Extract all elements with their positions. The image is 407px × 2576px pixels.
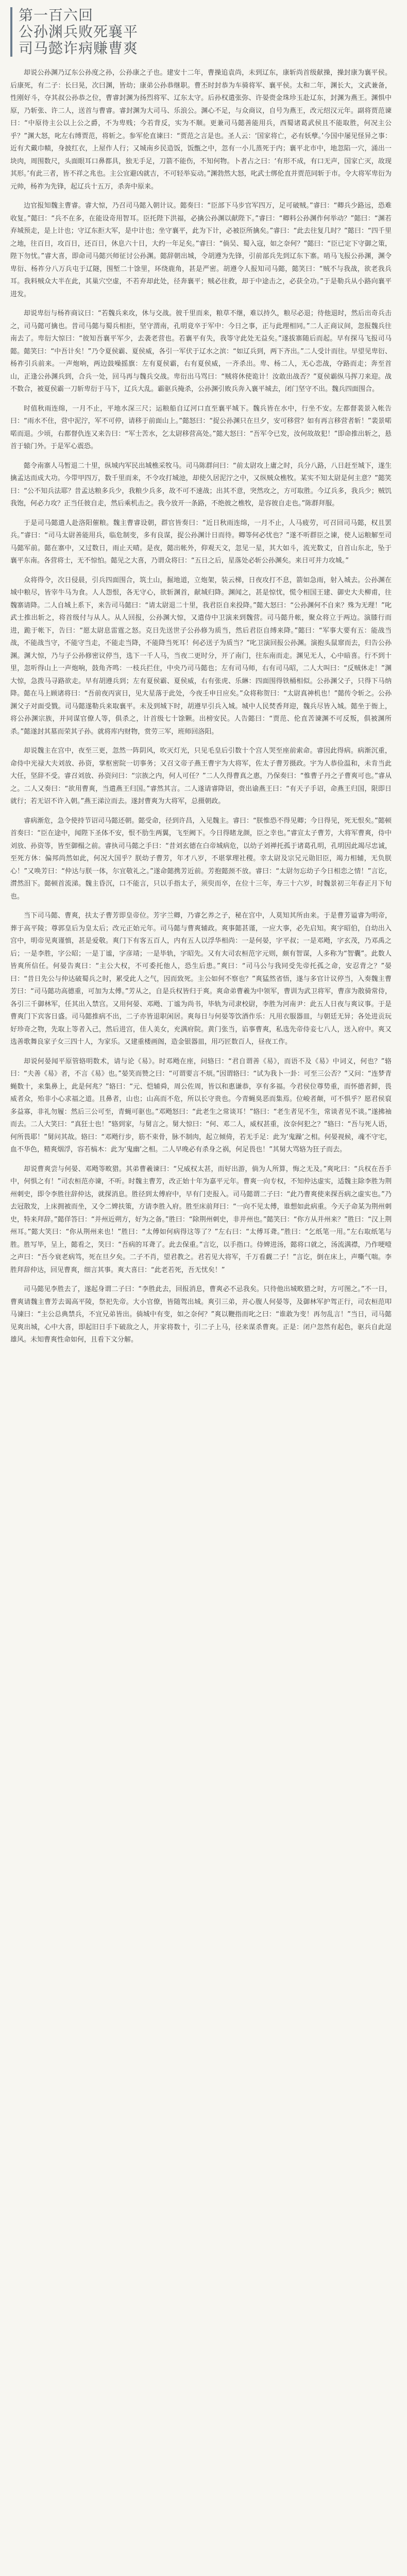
paragraph: 却说公孙渊乃辽东公孙度之孙，公孙康之子也。建安十二年，曹操追袁尚，未到辽东，康斩尚首级献操，操封康为襄平侯。后康死，有二子：长曰晃，次曰渊，皆幼；康弟公孙恭继职。曹丕时封恭为车骑将军、襄平侯。太和二年，渊长大，文武兼备，性刚好斗，夺其叔公孙恭之位，曹睿封渊为扬烈将军、辽东太守。后孙权遣张弥、许晏赍金珠珍玉赴辽东，封渊为燕王。渊惧中原，乃斩张、许二人，送首与曹睿。睿封渊为大司马、乐浪公。渊心不足，与众商议，自号为燕王，改元绍汉元年。副将贾范谏曰：“中原待主公以上公之爵，不为卑贱；今若背反，实为不顺。更兼司马懿善能用兵，西蜀诸葛武侯且不能取胜，何况主公乎？”渊大怒，叱左右缚贾范，将斩之。参军伦直谏曰：“贾范之言是也。圣人云：‘国家将亡，必有妖孽。’今国中屡见怪异之事：近有犬戴巾帻，身披红衣，上屋作人行；又城南乡民造饭，饭甑之中，忽有一小儿蒸死于内；襄平北市中，地忽陷一穴，涌出一块肉，周围数尺，头面眼耳口鼻都具，独无手足，刀箭不能伤，不知何物。卜者占之曰：‘有形不成，有口无声，国家亡灭，故现其形。’有此三者，皆不祥之兆也。主公宜避凶就吉，不可轻举妄动。”渊勃然大怒，叱武士绑伦直并贾范同斩于市。令大将军卑衍为元帅，杨祚为先锋，起辽兵十五万，杀奔中原来。 [10,69,392,191]
paragraph: 众将得令，次日侵晨，引兵四面围合，筑土山，掘地道，立炮架，装云梯，日夜攻打不息，箭如急雨，射入城去。公孙渊在城中粮尽，皆宰牛马为食。人人怨恨，各无守心，欲斩渊首，献城归降。渊闻之，甚是惊忧，慌令相国王建、御史大夫柳甫，往魏寨请降。二人自城上系下，来告司马懿曰：“请太尉退二十里，我君臣自来投降。”懿大怒曰：“公孙渊何不自来？殊为无理！”叱武士推出斩之，将首级付与从人。从人回报，公孙渊大惊，又遣侍中卫演来到魏营。司马懿升帐，聚众将立于两边。演膝行而进，跪于帐下，告曰：“愿太尉息雷霆之怒。克日先送世子公孙修为质当，然后君臣自缚来降。”懿曰：“军事大要有五：能战当战，不能战当守，不能守当走，不能走当降，不能降当死耳！何必送子为质当？”叱卫演回报公孙渊。演抱头鼠窜而去，归告公孙渊。渊大惊，乃与子公孙修密议停当，选下一千人马，当夜二更时分，开了南门，往东南而走。渊见无人，心中暗喜。行不到十里，忽听得山上一声炮响，鼓角齐鸣：一枝兵拦住，中央乃司马懿也；左有司马师，右有司马昭，二人大叫曰：“反贼休走！”渊大惊，急拨马寻路欲走。早有胡遵兵到；左有夏侯霸、夏侯威，右有张虎、乐綝：四面围得铁桶相似。公孙渊父子，只得下马纳降。懿在马上顾诸将曰：“吾前夜丙寅日，见大星落于此处，今夜壬申日应矣。”众将称贺曰：“太尉真神机也！”懿传令斩之。公孙渊父子对面受戮。司马懿遂勒兵来取襄平。未及到城下时，胡遵早引兵入城。城中人民焚香拜迎，魏兵尽皆入城。懿坐于衙上，将公孙渊宗族，并同谋官僚人等，俱杀之，计首级七十馀颗。出榜安民。人告懿曰：“贾范、伦直苦谏渊不可反叛，俱被渊所杀。”懿遂封其墓而荣其子孙。就将库内财物，赏劳三军，班师回洛阳。 [10,576,392,736]
paragraph: 懿令南寨人马暂退二十里，纵城内军民出城樵采牧马。司马陈群问曰：“前太尉攻上庸之时，兵分八路，八日赶至城下，遂生擒孟达而成大功。今带甲四万，数千里而来，不令攻打城池，却使久居泥泞之中，又纵贼众樵牧。某实不知太尉是何主意？”懿笑曰：“公不知兵法耶？昔孟达粮多兵少，我粮少兵多，故不可不速战；出其不意，突然攻之，方可取胜。今辽兵多，我兵少；贼饥我饱，何必力攻？正当任彼自走，然后乘机击之。我今放开一条路，不绝彼之樵牧，是容彼自走也。”陈群拜服。 [10,462,392,507]
chapter-title-line1: 公孙渊兵败死襄平 [19,23,139,40]
paragraph: 司马懿见李胜去了，遂起身谓二子曰：“李胜此去，回报消息，曹爽必不忌我矣。只待他出城畋猎之时，方可图之。”不一日，曹爽请魏主曹芳去谒高平陵，祭祀先帝。大小官僚，皆随驾出城。爽引三弟，并心腹人何晏等，及御林军护驾正行，司农桓范叩马谏曰：“主公总典禁兵，不宜兄弟皆出。倘城中有变，如之奈何？”爽以鞭指而叱之曰：“谁敢为变！再勿乱言！”当日，司马懿见爽出城，心中大喜，即起旧日手下破敌之人，并家将数十，引二子上马，径来谋杀曹爽。正是：闭户忽然有起色，驱兵自此逞雄风。未知曹爽性命如何，且看下文分解。 [10,1285,392,1344]
chapter-title-block [10,7,137,57]
chapter-number: 第一百六回 [19,7,94,24]
paragraph: 却说曹爽尝与何晏、邓飏等畋猎。其弟曹羲谏曰：“兄威权太甚，而好出游，倘为人所算，悔之无及。”爽叱曰：“兵权在吾手中，何惧之有！”司农桓范亦谏，不听。时魏主曹芳，改正始十年为嘉平元年。曹爽一向专权，不知仲达虚实，适魏主除李胜为荆州刺史，即令李胜往辞仲达，就探消息。胜径到太傅府中，早有门吏报入。司马懿谓二子曰：“此乃曹爽使来探吾病之虚实也。”乃去冠散发，上床拥被而坐，又令二婢扶策，方请李胜入府。胜至床前拜曰：“一向不见太傅，谁想如此病重。今天子命某为荆州刺史，特来拜辞。”懿佯答曰：“并州近朔方，好为之备。”胜曰：“除荆州刺史，非并州也。”懿笑曰：“你方从并州来？”胜曰：“汉上荆州耳。”懿大笑曰：“你从荆州来也！”胜曰：“太傅如何病得这等了？”左右曰：“太傅耳聋。”胜曰：“乞纸笔一用。”左右取纸笔与胜。胜写毕，呈上，懿看之，笑曰：“吾病的耳聋了。此去保重。”言讫，以手指口。侍婢进汤，懿将口就之，汤流满襟，乃作哽噎之声曰：“吾今衰老病笃，死在旦夕矣。二子不肖，望君教之。君若见大将军，千万看觑二子！”言讫，倒在床上，声嘶气喘。李胜拜辞仲达，回见曹爽，细言其事。爽大喜曰：“此老若死，吾无忧矣！” [10,1165,392,1274]
paragraph: 却说卑衍与杨祚商议曰：“若魏兵来攻，休与交战。彼千里而来，粮草不继，难以持久，粮尽必退；待他退时，然后出奇兵击之，司马懿可擒也。昔司马懿与蜀兵相拒，坚守渭南，孔明竟卒于军中：今日之事，正与此理相同。”二人正商议间，忽报魏兵往南去了。卑衍大惊曰：“彼知吾襄平军少，去袭老营也。若襄平有失，我等守此处无益矣。”遂拔寨随后而起。早有探马飞报司马懿。懿笑曰：“中吾计矣！”乃令夏侯霸、夏侯威，各引一军伏于辽水之滨：“如辽兵到，两下齐出。”二人受计而往。早望见卑衍、杨祚引兵前来。一声炮响，两边鼓噪摇旗：左有夏侯霸，右有夏侯威，一齐杀出。卑、杨二人，无心恋战，夺路而走；奔至首山，正逢公孙渊兵到，合兵一处，回马再与魏兵交战。卑衍出马骂曰：“贼将休使诡计！汝敢出战否？”夏侯霸纵马挥刀来迎。战不数合，被夏侯霸一刀斩卑衍于马下，辽兵大乱。霸驱兵掩杀，公孙渊引败兵奔入襄平城去，闭门坚守不出。魏兵四面围合。 [10,310,392,393]
chapter-body [10,67,392,1353]
chapter-title-line2: 司马懿诈病赚曹爽 [19,40,139,57]
paragraph: 于是司马懿遣人赴洛阳催粮。魏主曹睿设朝，群官皆奏曰：“近日秋雨连绵，一月不止，人马疲劳，可召回司马懿，权且罢兵。”睿曰：“司马太尉善能用兵，临危制变，多有良谋，捉公孙渊计日而待。卿等何必忧也？”遂不听群臣之谏，使人运粮解至司马懿军前。懿在寨中，又过数日，雨止天晴。是夜，懿出帐外，仰观天文，忽见一星，其大如斗，流光数丈，自首山东北，坠于襄平东南。各营将士，无不惊怕。懿见之大喜，乃谓众将曰：“五日之后，星落处必斩公孙渊矣。来日可并力攻城。” [10,519,392,565]
paragraph: 却说魏主在宫中，夜至三更，忽然一阵阴风，吹灭灯光，只见毛皇后引数十个宫人哭至座前索命。睿因此得病。病渐沉重，命侍中光禄大夫刘放、孙资，掌枢密院一切事务；又召文帝子燕王曹宇为大将军，佐太子曹芳摄政。宇为人恭俭温和，未肯当此大任，坚辞不受。睿召刘放、孙资问曰：“宗族之内，何人可任？”二人久得曹真之惠，乃保奏曰：“惟曹子丹之子曹爽可也。”睿从之。二人又奏曰：“欲用曹爽，当遣燕王归国。”睿然其言。二人遂请睿降诏，赍出谕燕王曰：“有天子手诏，命燕王归国，限即日就行；若无诏不许入朝。”燕王涕泣而去。遂封曹爽为大将军，总摄朝政。 [10,747,392,805]
paragraph: 当下司马懿、曹爽，扶太子曹芳即皇帝位。芳字兰卿，乃睿乞养之子，秘在宫中，人莫知其所由来。于是曹芳谥睿为明帝，葬于高平陵；尊郭皇后为皇太后；改元正始元年。司马懿与曹爽辅政。爽事懿甚谨，一应大事，必先启知。爽字昭伯，自幼出入宫中，明帝见爽谨慎，甚是爱敬。爽门下有客五百人，内有五人以浮华相尚：一是何晏，字平叔；一是邓飏，字玄茂，乃邓禹之后；一是李胜，字公昭；一是丁谧，字彦靖；一是毕轨，字昭先。又有大司农桓范字元则，颇有智谋，人多称为“智囊”。此数人皆爽所信任。何晏告爽曰：“主公大权，不可委托他人，恐生后患。”爽曰：“司马公与我同受先帝托孤之命，安忍背之？”晏曰：“昔日先公与仲达破蜀兵之时，累受此人之气，因而致死。主公如何不察也？”爽猛然省悟，遂与多官计议停当，入奏魏主曹芳曰：“司马懿功高德重，可加为太傅。”芳从之，自是兵权皆归于爽。爽命弟曹羲为中领军，曹训为武卫将军，曹彦为散骑常侍，各引三千御林军，任其出入禁宫。又用何晏、邓飏、丁谧为尚书，毕轨为司隶校尉，李胜为河南尹：此五人日夜与爽议事。于是曹爽门下宾客日盛。司马懿推病不出，二子亦皆退职闲居。爽每日与何晏等饮酒作乐：凡用衣服器皿，与朝廷无异；各处进贡玩好珍奇之物，先取上等者入己，然后进宫，佳人美女，充满府院。黄门张当，谄事曹爽，私选先帝侍妾七八人，送入府中。爽又选善歌舞良家子女三四十人，为家乐。又建重楼画阁，造金银器皿，用巧匠数百人，昼夜工作。 [10,912,392,1046]
paragraph: 边官报知魏主曹睿。睿大惊，乃召司马懿入朝计议。懿奏曰：“臣部下马步官军四万，足可破贼。”睿曰：“卿兵少路远，恐难收复。”懿曰：“兵不在多，在能设奇用智耳。臣托陛下洪福，必擒公孙渊以献陛下。”睿曰：“卿料公孙渊作何举动？”懿曰：“渊若弃城预走，是上计也；守辽东拒大军，是中计也；坐守襄平，此为下计，必被臣所擒矣。”睿曰：“此去往复几时？”懿曰：“四千里之地，往百日，攻百日，还百日，休息六十日，大约一年足矣。”睿曰：“倘吴、蜀入寇，如之奈何？”懿曰：“臣已定下守御之策，陛下勿忧。”睿大喜，即命司马懿兴师征讨公孙渊。懿辞朝出城，令胡遵为先锋，引前部兵先到辽东下寨。哨马飞报公孙渊，渊令卑衍、杨祚分八万兵屯于辽隧，围堑二十馀里，环绕鹿角，甚是严密。胡遵令人报知司马懿，懿笑曰：“贼不与我战，欲老我兵耳。我料贼众大半在此，其巢穴空虚，不若弃却此处，径奔襄平；贼必往救，却于中途击之，必获全功。”于是勒兵从小路向襄平进发。 [10,202,392,298]
paragraph: 却说何晏闻平原管辂明数术，请与论《易》。时邓飏在座，问辂曰：“君自谓善《易》，而语不及《易》中词义，何也？”辂曰：“夫善《易》者，不言《易》也。”晏笑而赞之曰：“可谓要言不烦。”因谓辂曰：“试为我卜一卦：可至三公否？”又问：“连梦青蝇数十，来集鼻上，此是何兆？”辂曰：“元、恺辅舜，周公佐周，皆以和惠谦恭，享有多福。今君侯位尊势重，而怀德者鲜，畏威者众，殆非小心求福之道。且鼻者，山也；山高而不危，所以长守贵也。今青蝇臭恶而集焉。位峻者颠，可不惧乎？愿君侯裒多益寡，非礼勿履：然后三公可至，青蝇可驱也。”邓飏怒曰：“此老生之常谈耳！”辂曰：“老生者见不生，常谈者见不谈。”遂拂袖而去。二人大笑曰：“真狂士也！”辂到家，与舅言之。舅大惊曰：“何、邓二人，威权甚重，汝奈何犯之？”辂曰：“吾与死人语，何所畏耶！”舅问其故。辂曰：“邓飏行步，筋不束骨，脉不制肉，起立倾倚，若无手足：此为‘鬼躁’之相。何晏视候，魂不守宅，血不华色，精爽烟浮，容若槁木：此为‘鬼幽’之相。二人早晚必有杀身之祸，何足畏也！”其舅大骂辂为狂子而去。 [10,1057,392,1154]
paragraph: 睿病渐危，急令使持节诏司马懿还朝。懿受命，径到许昌，入见魏主。睿曰：“朕惟恐不得见卿；今日得见，死无恨矣。”懿顿首奏曰：“臣在途中，闻陛下圣体不安，恨不肋生两翼，飞至阙下。今日得睹龙颜，臣之幸也。”睿宣太子曹芳，大将军曹爽，侍中刘放、孙资等，皆至御榻之前。睿执司马懿之手曰：“昔刘玄德在白帝城病危，以幼子刘禅托孤于诸葛孔明，孔明因此竭尽忠诚，至死方休：偏邦尚然如此，何况大国乎？朕幼子曹芳，年才八岁，不堪掌理社稷。幸太尉及宗兄元勋旧臣，竭力相辅，无负朕心！”又唤芳曰：“仲达与朕一体，尔宜敬礼之。”遂命懿携芳近前。芳抱懿颈不放。睿曰：“太尉勿忘幼子今日相恋之情！”言讫，潸然泪下。懿顿首流涕。魏主昏沉，口不能言，只以手指太子，须臾而卒，在位十三年，寿三十六岁，时魏景初三年春正月下旬也。 [10,817,392,901]
paragraph: 时值秋雨连绵，一月不止，平地水深三尺；运粮船自辽河口直至襄平城下。魏兵皆在水中，行坐不安。左都督裴景入帐告曰：“雨水不住，营中泥泞，军不可停，请移于前面山上。”懿怒曰：“捉公孙渊只在旦夕，安可移营？如有再言移营者斩！”裴景喏喏而退。少顷，右都督仇连又来告曰：“军士苦水，乞太尉移营高处。”懿大怒曰：“吾军令已发，汝何故故犯！”即命推出斩之，悬首于辕门外。于是军心震恐。 [10,404,392,450]
